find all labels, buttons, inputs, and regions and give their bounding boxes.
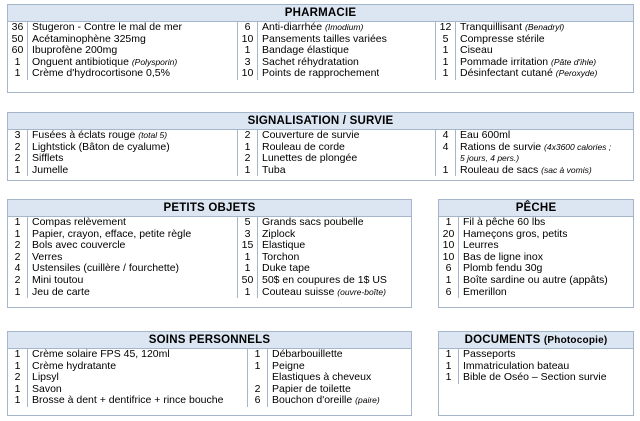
item-quantity: 12 (436, 22, 456, 34)
item-quantity: 4 (436, 130, 456, 142)
list-item (8, 252, 237, 264)
item-cell (28, 34, 146, 46)
item-quantity: 1 (248, 361, 268, 373)
list-item (238, 287, 411, 299)
item-cell (258, 153, 357, 165)
column (436, 130, 633, 176)
list-item (248, 384, 411, 396)
list-item (8, 57, 237, 69)
item-quantity: 5 (436, 34, 456, 46)
item-quantity: 1 (248, 349, 268, 361)
item-note: (Polysporin) (131, 56, 178, 67)
item-quantity: 2 (248, 384, 268, 396)
list-item (8, 263, 237, 275)
item-name: Compas relèvement (32, 217, 126, 228)
item-quantity: 36 (8, 22, 28, 34)
section-title (439, 332, 633, 349)
item-cell (459, 361, 569, 373)
item-cell (258, 240, 305, 252)
list-item (238, 22, 435, 34)
column (439, 217, 633, 298)
item-cell (28, 275, 83, 287)
item-cell (28, 45, 117, 57)
item-quantity: 60 (8, 45, 28, 57)
item-quantity: 10 (238, 68, 258, 80)
list-item (8, 395, 247, 407)
item-quantity: 1 (8, 57, 28, 69)
item-cell (258, 275, 387, 287)
item-quantity: 50 (8, 34, 28, 46)
section-title: PHARMACIE (8, 5, 633, 22)
item-cell (456, 153, 519, 165)
item-quantity: 1 (439, 372, 459, 384)
column (238, 130, 436, 176)
item-cell (459, 252, 543, 264)
list-item (238, 68, 435, 80)
item-quantity: 6 (439, 263, 459, 275)
item-name: Acétaminophène 325mg (32, 33, 146, 45)
item-cell (258, 252, 299, 264)
item-quantity: 1 (436, 57, 456, 69)
item-cell (258, 287, 386, 299)
item-cell (268, 395, 380, 407)
list-item (238, 252, 411, 264)
item-cell (28, 130, 167, 142)
list-item (248, 372, 411, 384)
item-quantity: 3 (8, 130, 28, 142)
item-quantity: 10 (439, 252, 459, 264)
item-quantity: 1 (8, 217, 28, 229)
item-quantity: 1 (436, 68, 456, 80)
item-cell (258, 57, 359, 69)
list-item (439, 240, 633, 252)
item-quantity: 1 (238, 142, 258, 154)
item-quantity: 2 (238, 130, 258, 142)
column (238, 22, 436, 80)
item-cell (258, 263, 310, 275)
item-cell (258, 229, 295, 241)
list-item (238, 34, 435, 46)
item-cell (28, 217, 126, 229)
item-quantity: 2 (8, 153, 28, 165)
item-quantity: 4 (436, 142, 456, 154)
item-quantity: 1 (8, 165, 28, 177)
item-quantity: 1 (439, 349, 459, 361)
list-item (436, 57, 633, 69)
item-name: Rouleau de sacs (460, 164, 542, 176)
item-quantity: 6 (238, 22, 258, 34)
documents-title: DOCUMENTS (464, 334, 544, 346)
documents-title-note: (Photocopie) (543, 335, 608, 346)
item-cell (258, 68, 379, 80)
item-name: Ibuprofène 200mg (32, 45, 118, 57)
list-item (238, 229, 411, 241)
item-note: (Benadryl) (524, 22, 565, 32)
list-item (238, 130, 435, 142)
documents-panel (438, 331, 634, 416)
item-cell (258, 217, 364, 229)
item-note: (total 5) (138, 130, 168, 140)
item-name: Bouchon d'oreille (272, 395, 356, 407)
item-cell (459, 275, 608, 287)
list-item (8, 22, 237, 34)
list-item (8, 165, 237, 177)
list-item (8, 384, 247, 396)
item-name: Rations de survie (460, 141, 545, 153)
peche-panel (438, 199, 634, 308)
item-quantity: 1 (8, 287, 28, 299)
item-cell (459, 349, 516, 361)
item-name: Ustensiles (cuillère / fourchette) (32, 263, 180, 275)
list-item (238, 153, 435, 165)
item-cell (459, 372, 607, 384)
item-cell (28, 240, 125, 252)
item-name: Ziplock (262, 228, 296, 240)
item-cell (28, 372, 59, 384)
item-name: Lipsyl (32, 372, 59, 384)
item-cell (28, 287, 90, 299)
item-name: Couverture de survie (262, 130, 360, 141)
item-cell (268, 372, 371, 384)
item-note: (sac à vomis) (541, 164, 592, 175)
list-item (238, 45, 435, 57)
item-name: Leurres (463, 240, 499, 252)
item-quantity: 15 (238, 240, 258, 252)
item-name: Boîte sardine ou autre (appâts) (463, 274, 608, 286)
column (8, 130, 238, 176)
item-name: Émerillon (463, 286, 507, 298)
item-name: Papier de toilette (272, 383, 351, 395)
item-note: 5 jours, 4 pers.) (460, 153, 520, 164)
item-name: Jumelle (32, 164, 69, 176)
item-quantity: 6 (248, 395, 268, 407)
item-quantity: 1 (8, 229, 28, 241)
item-name: Brosse à dent + dentifrice + rince bouche (32, 395, 224, 407)
item-quantity: 1 (8, 68, 28, 80)
item-name: Papier, crayon, efface, petite règle (32, 228, 192, 240)
item-quantity: 1 (238, 263, 258, 275)
list-item (439, 372, 633, 384)
item-cell (456, 142, 611, 154)
list-item (8, 229, 237, 241)
item-quantity: 2 (8, 240, 28, 252)
list-item (8, 349, 247, 361)
list-item (248, 349, 411, 361)
item-cell (268, 349, 343, 361)
item-cell (258, 165, 286, 177)
item-name: Tuba (262, 164, 286, 176)
item-name: Tranquillisant (460, 22, 525, 33)
item-name: Crème solaire FPS 45, 120ml (32, 349, 170, 360)
list-item (436, 22, 633, 34)
item-name: Grands sacs poubelle (262, 217, 364, 228)
item-name: Rouleau de corde (262, 141, 345, 153)
item-name: Pansements tailles variées (262, 33, 387, 45)
list-item (238, 240, 411, 252)
list-item (436, 153, 633, 165)
item-name: Élastique (262, 240, 306, 252)
item-quantity: 5 (238, 217, 258, 229)
list-item (238, 165, 435, 177)
section-title: SIGNALISATION / SURVIE (8, 113, 633, 130)
list-item (439, 263, 633, 275)
item-quantity: 1 (8, 395, 28, 407)
item-cell (456, 22, 564, 34)
item-quantity: 2 (8, 142, 28, 154)
item-name: Débarbouillette (272, 349, 343, 360)
column (436, 22, 633, 80)
list-item (238, 57, 435, 69)
list-item (439, 217, 633, 229)
list-item (8, 240, 237, 252)
item-name: Immatriculation bateau (463, 360, 570, 372)
item-name: Lightstick (Bâton de cyalume) (32, 141, 170, 153)
item-quantity: 2 (8, 372, 28, 384)
item-quantity: 1 (8, 384, 28, 396)
column (439, 349, 633, 384)
item-quantity: 10 (238, 34, 258, 46)
signalisation-panel (7, 112, 634, 181)
item-name: Torchon (262, 251, 300, 263)
item-name: Savon (32, 383, 62, 395)
list-item (439, 229, 633, 241)
item-name: Plomb fendu 30g (463, 263, 543, 275)
list-item (8, 275, 237, 287)
item-cell (459, 217, 545, 229)
list-item (436, 142, 633, 154)
item-name: Eau 600ml (460, 130, 511, 141)
item-cell (28, 384, 62, 396)
item-cell (28, 252, 62, 264)
list-item (439, 349, 633, 361)
item-name: Passeports (463, 349, 516, 360)
section-title: PETITS OBJETS (8, 200, 411, 217)
item-quantity: 6 (439, 287, 459, 299)
item-quantity: 20 (439, 229, 459, 241)
item-cell (28, 153, 63, 165)
item-note: (paire) (355, 395, 380, 406)
list-item (436, 165, 633, 177)
list-item (8, 361, 247, 373)
item-cell (456, 45, 493, 57)
item-name: Sachet réhydratation (262, 56, 359, 68)
list-item (8, 217, 237, 229)
item-cell (258, 34, 387, 46)
list-item (439, 275, 633, 287)
item-quantity: 1 (436, 45, 456, 57)
item-cell (459, 240, 499, 252)
item-cell (28, 349, 170, 361)
list-item (8, 153, 237, 165)
list-item (248, 361, 411, 373)
item-quantity: 4 (8, 263, 28, 275)
item-name: Crème hydratante (32, 360, 117, 372)
list-item (8, 130, 237, 142)
item-cell (459, 287, 507, 299)
item-name: Bols avec couvercle (32, 240, 126, 252)
item-cell (459, 263, 542, 275)
item-quantity: 1 (238, 45, 258, 57)
item-note: (4x3600 calories ; (544, 141, 612, 152)
item-cell (28, 165, 68, 177)
item-name: Hameçons gros, petits (463, 228, 568, 240)
list-item (238, 275, 411, 287)
item-quantity: 3 (238, 229, 258, 241)
list-item (248, 395, 411, 407)
item-cell (258, 22, 363, 34)
item-cell (28, 395, 223, 407)
item-name: Verres (32, 251, 63, 263)
item-name: Bible de Oséo – Section survie (463, 372, 607, 384)
column (248, 349, 411, 407)
column (8, 22, 238, 80)
item-name: Points de rapprochement (262, 68, 380, 80)
item-cell (456, 34, 545, 46)
list-item (439, 361, 633, 373)
item-note: (Imodium) (325, 22, 364, 32)
item-quantity: 1 (238, 252, 258, 264)
item-name: Crème d'hydrocortisone 0,5% (32, 68, 170, 80)
item-name: Jeu de carte (32, 286, 90, 298)
item-quantity: 2 (8, 252, 28, 264)
list-item (8, 34, 237, 46)
item-name: Anti-diarrhée (262, 22, 326, 33)
list-item (238, 263, 411, 275)
item-cell (459, 229, 567, 241)
item-name: Bandage élastique (262, 45, 349, 57)
item-cell (258, 142, 345, 154)
item-quantity: 1 (238, 287, 258, 299)
item-name: Élastiques à cheveux (272, 372, 372, 384)
item-note: (Pâte d'ihle) (551, 56, 597, 67)
column (8, 217, 238, 298)
list-item (8, 142, 237, 154)
item-name: Peigne (272, 360, 305, 372)
item-cell (28, 68, 170, 80)
item-note: (Peroxyde) (555, 68, 598, 79)
item-quantity: 1 (8, 361, 28, 373)
column (238, 217, 411, 298)
item-quantity: 1 (238, 165, 258, 177)
list-item (439, 287, 633, 299)
item-name: Couteau suisse (262, 286, 338, 298)
item-name: Fil à pêche 60 lbs (463, 217, 546, 228)
item-quantity: 2 (238, 153, 258, 165)
item-name: Bas de ligne inox (463, 251, 543, 263)
item-quantity: 10 (439, 240, 459, 252)
item-cell (456, 57, 596, 69)
section-title: SOINS PERSONNELS (8, 332, 411, 349)
column (8, 349, 248, 407)
list-item (238, 217, 411, 229)
item-cell (268, 361, 305, 373)
item-quantity: 1 (439, 275, 459, 287)
item-cell (268, 384, 351, 396)
list-item (8, 372, 247, 384)
item-cell (258, 130, 359, 142)
item-cell (28, 57, 177, 69)
item-name: Désinfectant cutané (460, 68, 556, 80)
pharmacie-panel (7, 4, 634, 93)
item-name: Onguent antibiotique (32, 56, 132, 68)
item-quantity: 1 (8, 349, 28, 361)
item-name: Fusées à éclats rouge (32, 130, 139, 141)
item-name: 50$ en coupures de 1$ US (262, 274, 387, 286)
list-item (436, 45, 633, 57)
list-item (8, 287, 237, 299)
item-cell (258, 45, 349, 57)
item-quantity: 3 (238, 57, 258, 69)
item-cell (28, 142, 170, 154)
item-quantity: 1 (439, 361, 459, 373)
list-item (436, 34, 633, 46)
list-item (8, 45, 237, 57)
item-name: Ciseau (460, 45, 493, 57)
item-name: Pommade irritation (460, 56, 552, 68)
item-quantity: 1 (436, 165, 456, 177)
item-name: Stugeron - Contre le mal de mer (32, 22, 182, 33)
list-item (439, 252, 633, 264)
item-cell (28, 263, 179, 275)
item-quantity: 1 (439, 217, 459, 229)
item-quantity: 50 (238, 275, 258, 287)
item-cell (28, 361, 116, 373)
list-item (436, 68, 633, 80)
item-name: Compresse stérile (460, 33, 545, 45)
item-cell (456, 165, 592, 177)
petits-objets-panel (7, 199, 412, 308)
item-name: Mini toutou (32, 274, 84, 286)
item-quantity: 2 (8, 275, 28, 287)
item-cell (456, 130, 510, 142)
list-item (238, 142, 435, 154)
section-title: PÊCHE (439, 200, 633, 217)
item-cell (28, 229, 191, 241)
item-cell (456, 68, 597, 80)
item-name: Sifflets (32, 153, 64, 165)
item-note: (ouvre-boîte) (337, 286, 386, 297)
item-cell (28, 22, 182, 34)
item-name: Lunettes de plongée (262, 153, 358, 165)
item-name: Duke tape (262, 263, 310, 275)
list-item (436, 130, 633, 142)
list-item (8, 68, 237, 80)
soins-panel (7, 331, 412, 416)
